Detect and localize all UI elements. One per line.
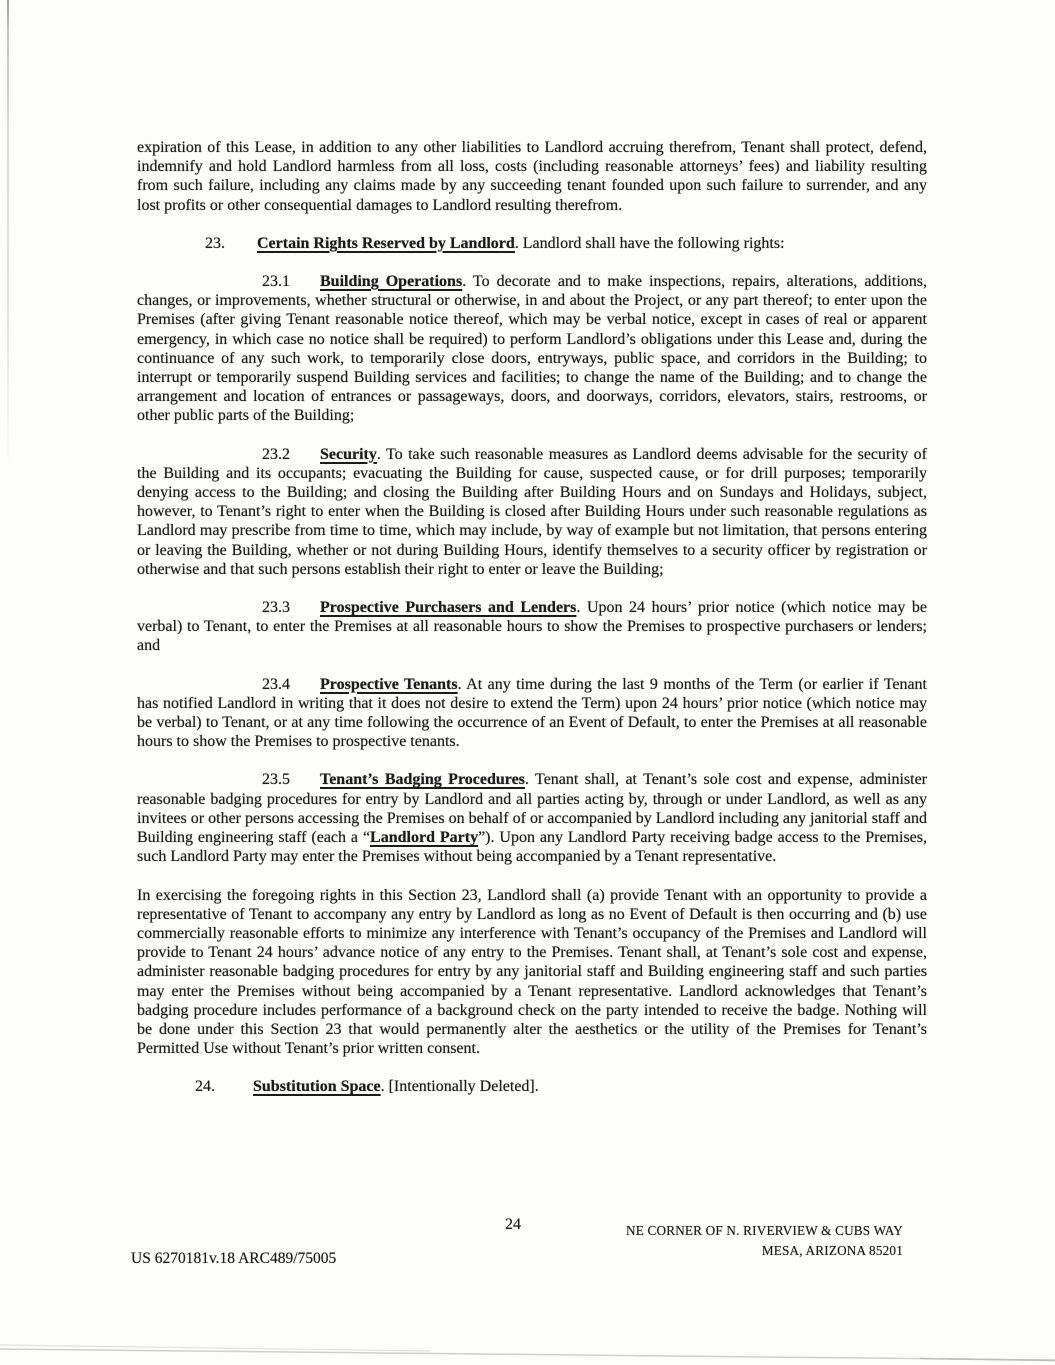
scan-artifact-left-edge-line [7, 0, 9, 470]
footer-property-address [626, 1221, 903, 1261]
subsection-23-3-prospective-purchasers [137, 598, 927, 656]
subsection-23-1-title: Building Operations [320, 273, 463, 291]
section-24-heading-paragraph [137, 1077, 927, 1096]
subsection-23-4-body: . At any time during the last 9 months of the Term (or earlier if Tenant has notified Landlord in writing that it does not desire to extend the Term) upon 24 hours’ prior notice (which notice may be verbal) to Tenant, or at any time following the occurrence of an Event of Default, to enter the Premises at all reasonable hours to show the Premises to prospective tenants. [137, 675, 928, 751]
subsection-23-3-body: . Upon 24 hours’ prior notice (which notice may be verbal) to Tenant, to enter the Premises at all reasonable hours to show the Premises to prospective purchasers or lenders; and [137, 599, 927, 655]
section-24-deleted-text: . [Intentionally Deleted]. [380, 1078, 539, 1096]
subsection-23-4-title: Prospective Tenants [320, 675, 458, 693]
defined-term-landlord-party: Landlord Party [370, 829, 479, 847]
page-body-text [137, 138, 927, 1116]
subsection-23-5-number: 23.5 [262, 771, 290, 789]
page-number: 24 [505, 1216, 521, 1233]
subsection-23-2-title: Security [320, 445, 377, 463]
subsection-23-2-security [137, 445, 927, 579]
paragraph-surrender-continuation: expiration of this Lease, in addition to any other liabilities to Landlord accruing therefrom, Tenant shall protect, defend, indemnify and hold Landlord harmless from all loss, costs (including reasonable attorneys’ fees) and liability resulting from such failure, including any claims made by any succeeding tenant founded upon such failure to surrender, and any lost profits or other consequential damages to Landlord resulting therefrom. [137, 139, 927, 214]
subsection-23-4-number: 23.4 [262, 675, 290, 693]
subsection-23-5-body-after-term: ”). Upon any Landlord Party receiving badge access to the Premises, such Landlord Party may enter the Premises without being accompanied by a Tenant representative. [137, 829, 927, 866]
section-23-closing-paragraph: In exercising the foregoing rights in this Section 23, Landlord shall (a) provide Tenant with an opportunity to provide a representative of Tenant to accompany any entry by Landlord as long as no Event of Default is then occurring and (b) use commercially reasonable efforts to minimize any interference with Tenant’s occupancy of the Premises and Landlord will provide to Tenant 24 hours’ advance notice of any entry to the Premises. Tenant shall, at Tenant’s sole cost and expense, administer reasonable badging procedures for entry by any janitorial staff and Building engineering staff and such parties may enter the Premises without being accompanied by a Tenant representative. Landlord acknowledges that Tenant’s badging procedure includes performance of a background check on the party intended to receive the badge. Nothing will be done under this Section 23 that would permanently alter the aesthetics or the utility of the Premises for Tenant’s Permitted Use without Tenant’s prior written consent. [137, 886, 927, 1058]
subsection-23-1-body: . To decorate and to make inspections, repairs, alterations, additions, changes, or improvements, whether structural or otherwise, in and about the Project, or any part thereof; to enter upon the Premises (after giving Tenant reasonable notice thereof, which may be verbal notice, except in cases of real or apparent emergency, in which case no notice shall be required) to perform Landlord’s obligations under this Lease and, during the continuance of any such work, to temporarily close doors, entryways, public space, and corridors in the Building; to interrupt or temporarily suspend Building services and facilities; to change the name of the Building; and to change the arrangement and location of entrances or passageways, doors, and doorways, corridors, elevators, stairs, restrooms, or other public parts of the Building; [137, 273, 927, 425]
section-24-title: Substitution Space [253, 1078, 381, 1096]
section-23-intro-text: . Landlord shall have the following rights: [514, 234, 785, 252]
footer-address-line-1: NE CORNER OF N. RIVERVIEW & CUBS WAY [626, 1223, 903, 1238]
subsection-23-5-body-before-term: . Tenant shall, at Tenant’s sole cost and expense, administer reasonable badging procedures for entry by Landlord and all parties acting by, through or under Landlord, as well as any invitees or other persons accessing the Premises on behalf of or accompanied by Landlord including any janitorial staff and Building engineering staff (each a “ [137, 771, 928, 847]
scan-artifact-bottom-line [0, 1335, 1055, 1365]
subsection-23-3-number: 23.3 [262, 599, 290, 617]
subsection-23-2-number: 23.2 [262, 445, 290, 463]
subsection-23-1-number: 23.1 [262, 273, 290, 291]
section-24-number: 24. [195, 1078, 215, 1096]
footer-address-line-2: MESA, ARIZONA 85201 [761, 1243, 903, 1258]
section-23-number: 23. [205, 234, 225, 252]
section-23-title: Certain Rights Reserved by Landlord [257, 234, 515, 252]
subsection-23-4-prospective-tenants [137, 675, 927, 752]
subsection-23-5-title: Tenant’s Badging Procedures [320, 771, 525, 789]
subsection-23-5-badging-procedures [137, 770, 927, 866]
footer-document-reference: US 6270181v.18 ARC489/75005 [131, 1250, 337, 1267]
section-23-heading-paragraph [137, 234, 927, 253]
subsection-23-3-title: Prospective Purchasers and Lenders [320, 599, 577, 617]
subsection-23-2-body: . To take such reasonable measures as Landlord deems advisable for the security of the Building and its occupants; evacuating the Building for cause, suspected cause, or for drill purposes; temporarily denying access to the Building; and closing the Building after Building Hours and on Sundays and Holidays, subject, however, to Tenant’s right to enter when the Building is closed after Building Hours under such reasonable regulations as Landlord may prescribe from time to time, which may include, by way of example but not limitation, that persons entering or leaving the Building, whether or not during Building Hours, identify themselves to a security officer by registration or otherwise and that such persons establish their right to enter or leave the Building; [137, 445, 927, 578]
subsection-23-1-building-operations [137, 272, 927, 426]
